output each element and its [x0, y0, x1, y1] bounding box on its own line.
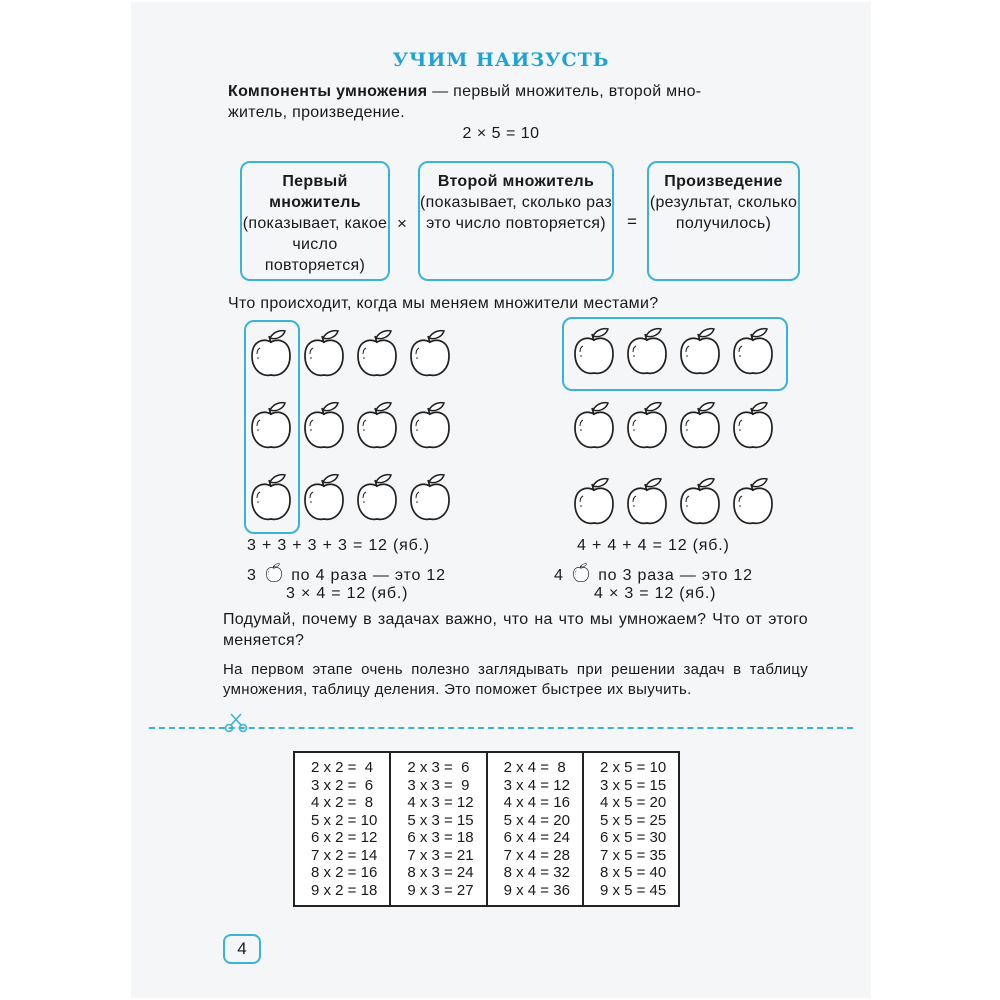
table-cell: 9 x 4 = 36: [503, 881, 570, 899]
table-cell: 2 x 2 = 4: [311, 759, 374, 776]
table-cell: 8 x 4 = 32: [503, 864, 570, 881]
product-box: [647, 161, 800, 281]
apple-icon: [249, 468, 293, 528]
multiplication-table: [293, 751, 680, 907]
table-column-x5: [583, 752, 679, 906]
table-cell: 3 x 3 = 9: [407, 776, 470, 794]
right-words-text: по 3 раза — это 12: [598, 567, 753, 584]
table-cell: 3 x 4 = 12: [503, 776, 570, 794]
table-cell: 4 x 3 = 12: [407, 794, 474, 811]
apple-icon: [572, 563, 590, 583]
apple-icon: [302, 396, 346, 456]
intro-definition-line2: житель, произведение.: [228, 104, 405, 121]
table-column-x3: [390, 752, 486, 906]
apple-icon: [355, 396, 399, 456]
table-cell: 7 x 2 = 14: [311, 846, 378, 864]
table-cell: 8 x 2 = 16: [311, 864, 378, 881]
table-cell: 3 x 2 = 6: [311, 776, 374, 794]
table-cell: 2 x 5 = 10: [599, 759, 667, 776]
apple-icon: [731, 396, 775, 456]
apple-icon: [625, 322, 669, 382]
apple-icon: [572, 396, 616, 456]
apple-icon: [572, 472, 616, 532]
left-words: [247, 563, 446, 585]
table-cell: 8 x 5 = 40: [599, 864, 667, 881]
question-swap: Что происходит, когда мы меняем множители местами?: [228, 295, 659, 312]
example-equation: 2 × 5 = 10: [462, 125, 540, 142]
times-sign: ×: [397, 214, 407, 233]
table-cell: 9 x 2 = 18: [311, 881, 378, 899]
left-multiplication: 3 × 4 = 12 (яб.): [286, 585, 409, 602]
table-cell: 2 x 4 = 8: [503, 759, 566, 776]
right-sum: 4 + 4 + 4 = 12 (яб.): [577, 537, 730, 554]
table-cell: 5 x 5 = 25: [599, 811, 667, 829]
table-cell: 9 x 5 = 45: [599, 881, 667, 899]
product-title: Произведение: [664, 173, 783, 190]
intro-paragraph: [228, 81, 808, 123]
right-multiplication: 4 × 3 = 12 (яб.): [594, 585, 717, 602]
table-cell: 4 x 4 = 16: [503, 794, 570, 811]
apple-icon: [249, 396, 293, 456]
intro-definition: — первый множитель, второй мно-: [427, 83, 702, 100]
apple-icon: [572, 322, 616, 382]
apple-icon: [678, 472, 722, 532]
first-factor-box: [240, 161, 390, 281]
table-cell: 7 x 5 = 35: [599, 846, 667, 864]
apple-icon: [408, 396, 452, 456]
apple-icon: [678, 396, 722, 456]
workbook-page: [131, 2, 871, 998]
right-words: [554, 563, 753, 585]
table-cell: 3 x 5 = 15: [599, 776, 667, 794]
table-column-x4: [487, 752, 583, 906]
apple-icon: [265, 563, 283, 583]
apple-icon: [249, 324, 293, 384]
table-cell: 7 x 4 = 28: [503, 846, 570, 864]
apple-icon: [408, 324, 452, 384]
equals-sign: =: [627, 212, 637, 231]
table-cell: 5 x 4 = 20: [503, 811, 570, 829]
table-row: [294, 752, 679, 906]
apple-icon: [302, 324, 346, 384]
table-cell: 6 x 3 = 18: [407, 829, 474, 846]
second-factor-text: (показывает, сколько раз это число повторяется): [420, 194, 612, 232]
table-cell: 5 x 3 = 15: [407, 811, 474, 829]
table-cell: 5 x 2 = 10: [311, 811, 378, 829]
table-cell: 4 x 5 = 20: [599, 794, 667, 811]
page-title: УЧИМ НАИЗУСТЬ: [392, 49, 610, 71]
second-factor-box: [418, 161, 614, 281]
table-column-x2: [294, 752, 390, 906]
first-factor-title: Первый множитель: [269, 173, 361, 211]
apple-icon: [355, 468, 399, 528]
second-factor-title: Второй множитель: [437, 173, 595, 190]
left-words-text: по 4 раза — это 12: [291, 567, 446, 584]
apple-icon: [408, 468, 452, 528]
scissors-icon: [223, 712, 249, 734]
table-cell: 8 x 3 = 24: [407, 864, 474, 881]
apple-icon: [731, 472, 775, 532]
apple-icon: [731, 322, 775, 382]
table-cell: 6 x 2 = 12: [311, 829, 378, 846]
table-cell: 2 x 3 = 6: [407, 759, 470, 776]
table-cell: 9 x 3 = 27: [407, 881, 474, 899]
cut-line: [149, 727, 853, 729]
left-count: 3: [247, 567, 257, 584]
table-cell: 6 x 5 = 30: [599, 829, 667, 846]
product-text: (результат, сколько получилось): [649, 194, 798, 232]
apple-icon: [355, 324, 399, 384]
first-factor-text: (показывает, какое число повторяется): [242, 215, 388, 274]
apple-icon: [625, 472, 669, 532]
apple-icon: [625, 396, 669, 456]
intro-term: Компоненты умножения: [228, 83, 428, 100]
question-order: Подумай, почему в задачах важно, что на что мы умножаем? Что от этого меняется?: [223, 611, 808, 649]
table-cell: 7 x 3 = 21: [407, 846, 474, 864]
page-number: 4: [223, 934, 261, 964]
table-cell: 6 x 4 = 24: [503, 829, 570, 846]
tip-paragraph: На первом этапе очень полезно заглядывать при решении задач в таблицу умножения, таблицу деления. Это поможет быстрее их выучить.: [223, 661, 808, 698]
right-count: 4: [554, 567, 564, 584]
apple-icon: [302, 468, 346, 528]
apple-icon: [678, 322, 722, 382]
left-sum: 3 + 3 + 3 + 3 = 12 (яб.): [247, 537, 430, 554]
table-cell: 4 x 2 = 8: [311, 794, 374, 811]
